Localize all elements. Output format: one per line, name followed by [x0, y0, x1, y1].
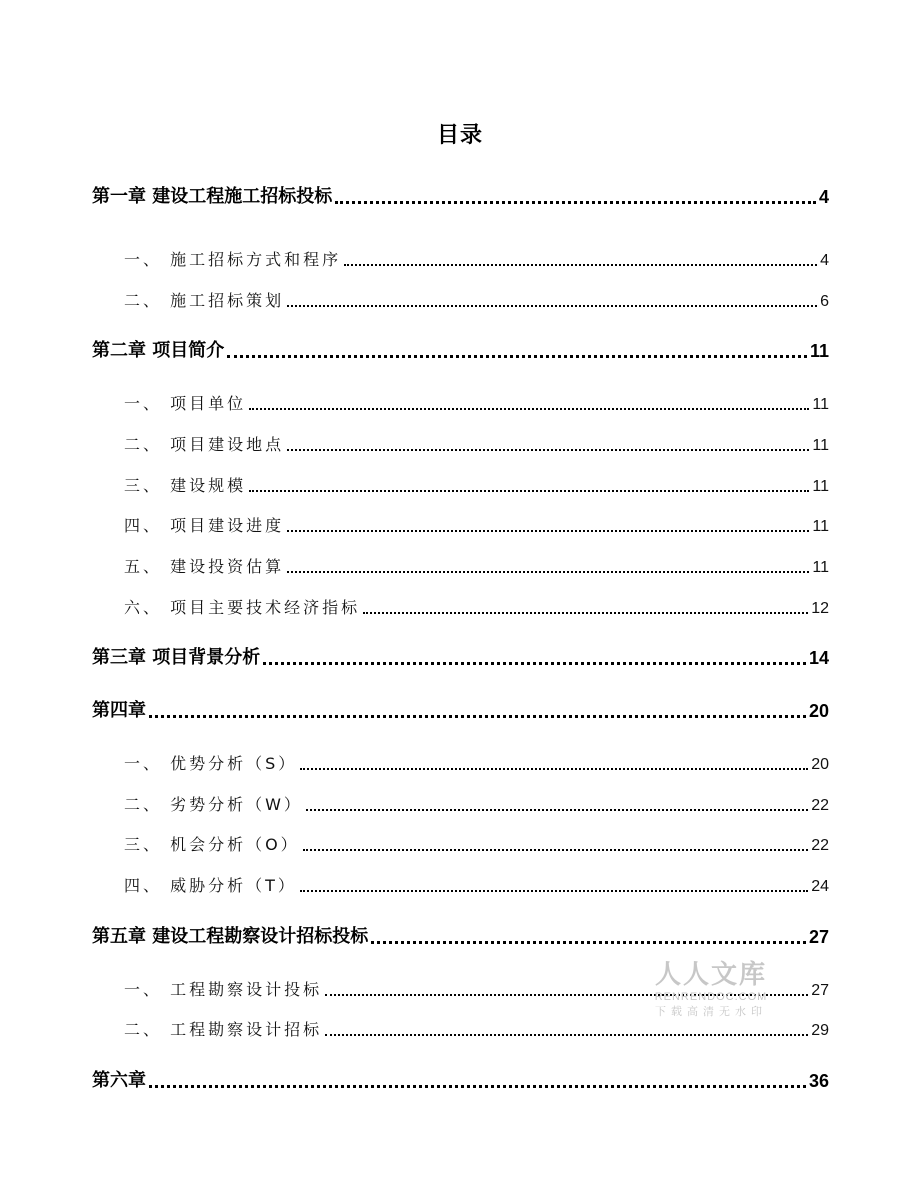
toc-entry-page: 22 — [811, 797, 829, 814]
toc-dot-leader — [371, 941, 806, 944]
watermark-url: RENRENDOC.COM — [654, 991, 768, 1003]
toc-entry-section-1-1[interactable] — [124, 244, 829, 270]
toc-entry-label: 一、 工程勘察设计投标 — [124, 980, 323, 999]
toc-dot-leader — [287, 449, 809, 451]
toc-entry-page: 27 — [811, 982, 829, 999]
toc-entry-page: 11 — [812, 478, 829, 495]
toc-entry-section-2-2[interactable] — [124, 429, 829, 455]
toc-entry-label: 第六章 — [92, 1070, 146, 1091]
toc-entry-page: 20 — [808, 701, 829, 721]
toc-entry-section-4-3[interactable] — [124, 829, 829, 855]
toc-entry-chapter-2[interactable] — [92, 336, 829, 362]
toc-entry-section-4-1[interactable] — [124, 748, 829, 774]
toc-entry-label: 三、 机会分析（O） — [124, 835, 300, 854]
toc-dot-leader — [149, 715, 806, 718]
toc-entry-label: 一、 优势分析（S） — [124, 754, 298, 773]
toc-dot-leader — [303, 849, 809, 851]
toc-dot-leader — [335, 201, 816, 204]
toc-entry-label: 一、 施工招标方式和程序 — [124, 250, 342, 269]
toc-entry-page: 20 — [811, 756, 829, 773]
toc-entry-page: 11 — [812, 396, 829, 413]
watermark-subtitle: 下载高清无水印 — [655, 1005, 767, 1018]
toc-dot-leader — [287, 571, 809, 573]
toc-entry-chapter-4[interactable] — [92, 696, 829, 722]
toc-entry-label: 二、 项目建设地点 — [124, 435, 285, 454]
toc-entry-page: 27 — [808, 927, 829, 947]
toc-entry-section-4-4[interactable] — [124, 870, 829, 896]
toc-dot-leader — [227, 355, 807, 358]
toc-entry-label: 二、 劣势分析（W） — [124, 795, 303, 814]
toc-entry-label: 第三章 项目背景分析 — [92, 647, 261, 668]
toc-entry-section-1-2[interactable] — [124, 285, 829, 311]
toc-dot-leader — [249, 490, 809, 492]
toc-dot-leader — [363, 612, 808, 614]
toc-entry-section-4-2[interactable] — [124, 789, 829, 815]
toc-entry-label: 一、 项目单位 — [124, 394, 247, 413]
toc-entry-label: 四、 威胁分析（T） — [124, 876, 297, 895]
toc-entry-label: 六、 项目主要技术经济指标 — [124, 598, 361, 617]
toc-dot-leader — [287, 305, 817, 307]
toc-entry-page: 11 — [812, 518, 829, 535]
toc-entry-chapter-1[interactable] — [92, 182, 829, 208]
toc-entry-label: 二、 施工招标策划 — [124, 291, 285, 310]
toc-dot-leader — [306, 809, 808, 811]
toc-dot-leader — [300, 768, 808, 770]
toc-entry-page: 11 — [812, 559, 829, 576]
toc-entry-page: 6 — [820, 293, 829, 310]
toc-dot-leader — [249, 408, 809, 410]
toc-entry-chapter-5[interactable] — [92, 922, 829, 948]
toc-entry-section-2-5[interactable] — [124, 551, 829, 577]
toc-dot-leader — [325, 1034, 808, 1036]
toc-entry-section-2-4[interactable] — [124, 510, 829, 536]
toc-entry-page: 11 — [809, 341, 829, 361]
toc-entry-page: 29 — [811, 1022, 829, 1039]
toc-entry-page: 14 — [808, 648, 829, 668]
toc-entry-page: 4 — [818, 187, 829, 207]
toc-entry-label: 第四章 — [92, 700, 146, 721]
toc-dot-leader — [344, 264, 817, 266]
toc-entry-section-2-6[interactable] — [124, 592, 829, 618]
toc-dot-leader — [300, 890, 808, 892]
toc-entry-label: 四、 项目建设进度 — [124, 516, 285, 535]
watermark-logo-text: 人人文库 — [654, 960, 767, 990]
toc-dot-leader — [263, 662, 806, 665]
toc-entry-chapter-6[interactable] — [92, 1066, 829, 1092]
toc-entry-label: 第一章 建设工程施工招标投标 — [92, 186, 333, 207]
toc-dot-leader — [287, 530, 809, 532]
toc-entry-label: 五、 建设投资估算 — [124, 557, 285, 576]
watermark — [646, 960, 776, 1020]
toc-entry-page: 12 — [811, 600, 829, 617]
toc-title: 目录 — [436, 123, 483, 148]
toc-dot-leader — [149, 1085, 806, 1088]
toc-entry-page: 36 — [808, 1071, 829, 1091]
toc-entry-page: 22 — [811, 837, 829, 854]
toc-entry-section-2-3[interactable] — [124, 470, 829, 496]
toc-entry-label: 二、 工程勘察设计招标 — [124, 1020, 323, 1039]
toc-entry-page: 11 — [812, 437, 829, 454]
toc-entry-chapter-3[interactable] — [92, 643, 829, 669]
toc-entry-section-2-1[interactable] — [124, 388, 829, 414]
toc-entry-page: 4 — [820, 252, 829, 269]
toc-entry-label: 第五章 建设工程勘察设计招标投标 — [92, 926, 369, 947]
toc-entry-label: 第二章 项目简介 — [92, 340, 225, 361]
toc-entry-page: 24 — [811, 878, 829, 895]
toc-entry-label: 三、 建设规模 — [124, 476, 247, 495]
